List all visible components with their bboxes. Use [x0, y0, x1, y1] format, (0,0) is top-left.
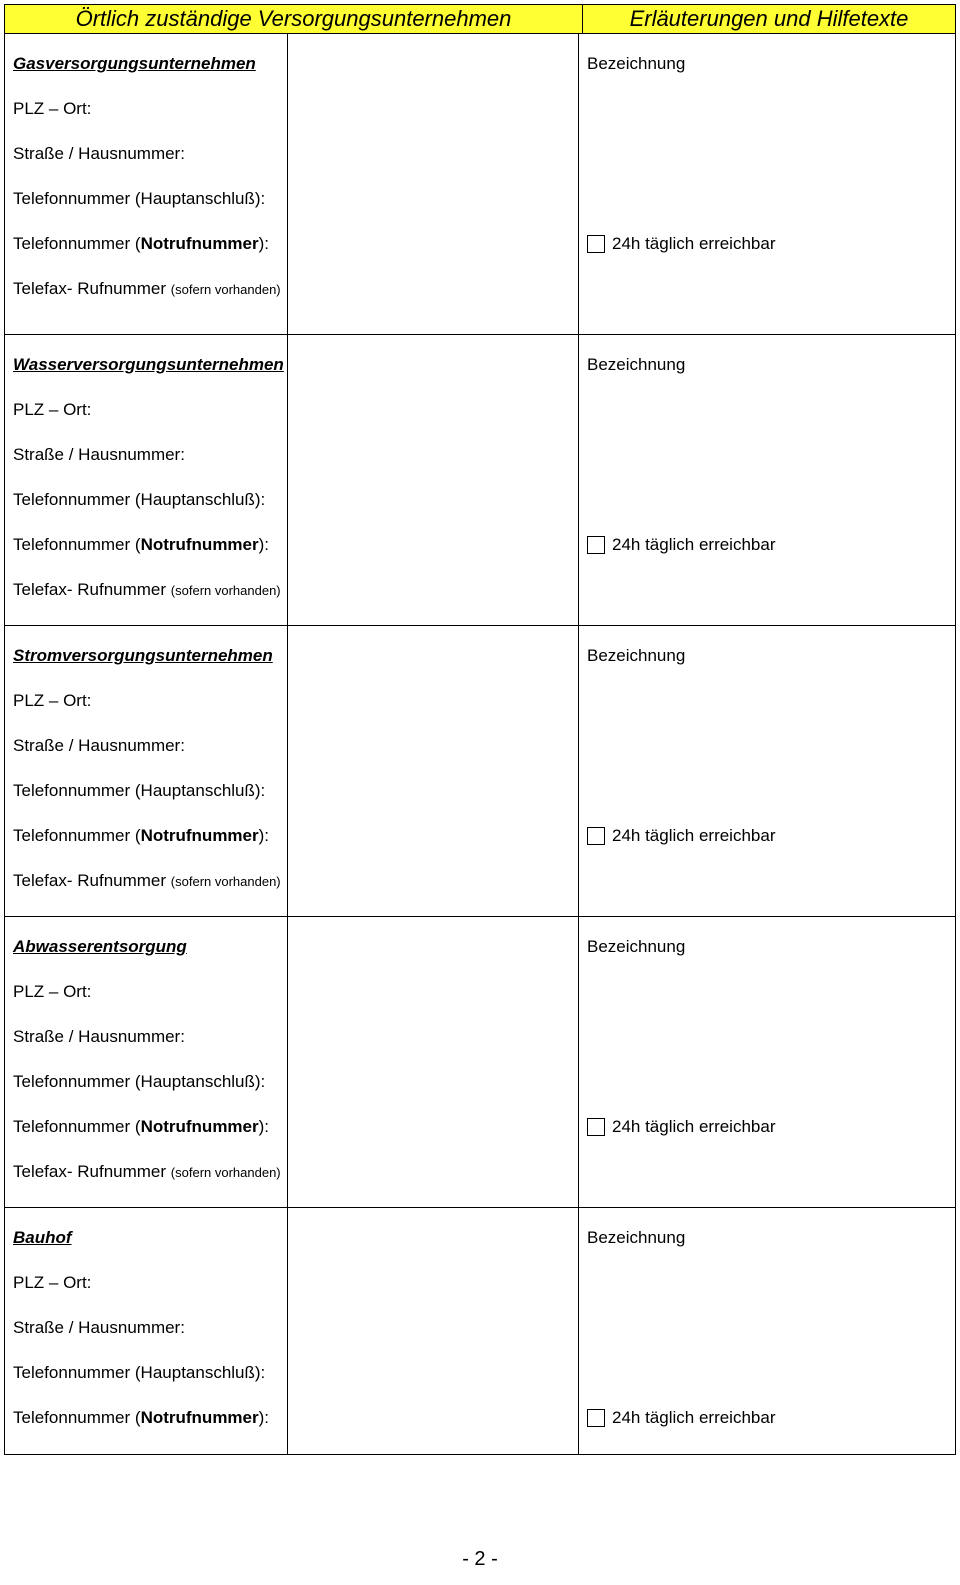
section-gas — [4, 34, 956, 335]
label-tel-haupt: Telefonnummer (Hauptanschluß): — [13, 781, 266, 800]
help-column — [579, 1208, 955, 1454]
table-header — [4, 4, 956, 34]
input-area[interactable] — [288, 917, 579, 1207]
label-strasse: Straße / Hausnummer: — [13, 144, 185, 163]
label-plz-ort: PLZ – Ort: — [13, 691, 92, 710]
input-area[interactable] — [288, 1208, 579, 1454]
label-tel-haupt: Telefonnummer (Hauptanschluß): — [13, 1363, 266, 1382]
field-labels — [5, 34, 288, 334]
label-tel-notruf: Telefonnummer (Notrufnummer): — [13, 1117, 270, 1136]
checkbox-icon[interactable] — [587, 536, 605, 554]
bezeichnung-label: Bezeichnung — [587, 355, 686, 374]
erreichbar-checkbox[interactable]: 24h täglich erreichbar — [587, 234, 775, 254]
header-providers: Örtlich zuständige Versorgungsunternehmen — [5, 5, 583, 33]
section-title: Bauhof — [13, 1228, 72, 1247]
section-abwasser — [4, 917, 956, 1208]
label-strasse: Straße / Hausnummer: — [13, 1027, 185, 1046]
section-title: Abwasserentsorgung — [13, 937, 187, 956]
label-tel-haupt: Telefonnummer (Hauptanschluß): — [13, 490, 266, 509]
section-strom — [4, 626, 956, 917]
label-strasse: Straße / Hausnummer: — [13, 445, 185, 464]
section-title: Wasserversorgungsunternehmen — [13, 355, 284, 374]
label-plz-ort: PLZ – Ort: — [13, 99, 92, 118]
field-labels — [5, 1208, 288, 1454]
section-title: Gasversorgungsunternehmen — [13, 54, 256, 73]
section-bauhof — [4, 1208, 956, 1455]
label-tel-haupt: Telefonnummer (Hauptanschluß): — [13, 189, 266, 208]
bezeichnung-label: Bezeichnung — [587, 646, 686, 665]
label-plz-ort: PLZ – Ort: — [13, 1273, 92, 1292]
field-labels — [5, 626, 288, 916]
checkbox-icon[interactable] — [587, 827, 605, 845]
bezeichnung-label: Bezeichnung — [587, 1228, 686, 1247]
erreichbar-checkbox[interactable]: 24h täglich erreichbar — [587, 535, 775, 555]
page-number: - 2 - — [462, 1548, 498, 1570]
field-labels — [5, 917, 288, 1207]
label-tel-notruf: Telefonnummer (Notrufnummer): — [13, 234, 270, 253]
label-plz-ort: PLZ – Ort: — [13, 982, 92, 1001]
header-help: Erläuterungen und Hilfetexte — [629, 6, 909, 31]
label-tel-haupt: Telefonnummer (Hauptanschluß): — [13, 1072, 266, 1091]
checkbox-icon[interactable] — [587, 1409, 605, 1427]
input-area[interactable] — [288, 34, 579, 334]
help-column — [579, 626, 955, 916]
label-tel-notruf: Telefonnummer (Notrufnummer): — [13, 1408, 270, 1427]
erreichbar-checkbox[interactable]: 24h täglich erreichbar — [587, 1117, 775, 1137]
checkbox-icon[interactable] — [587, 1118, 605, 1136]
help-column — [579, 34, 955, 334]
utility-providers-form — [4, 4, 956, 1455]
bezeichnung-label: Bezeichnung — [587, 937, 686, 956]
label-strasse: Straße / Hausnummer: — [13, 736, 185, 755]
checkbox-icon[interactable] — [587, 235, 605, 253]
label-telefax: Telefax- Rufnummer (sofern vorhanden) — [13, 1162, 281, 1181]
label-telefax: Telefax- Rufnummer (sofern vorhanden) — [13, 871, 281, 890]
label-tel-notruf: Telefonnummer (Notrufnummer): — [13, 535, 270, 554]
help-column — [579, 335, 955, 625]
label-plz-ort: PLZ – Ort: — [13, 400, 92, 419]
label-tel-notruf: Telefonnummer (Notrufnummer): — [13, 826, 270, 845]
help-column — [579, 917, 955, 1207]
label-telefax: Telefax- Rufnummer (sofern vorhanden) — [13, 580, 281, 599]
section-wasser — [4, 335, 956, 626]
bezeichnung-label: Bezeichnung — [587, 54, 686, 73]
label-telefax: Telefax- Rufnummer (sofern vorhanden) — [13, 279, 281, 298]
erreichbar-checkbox[interactable]: 24h täglich erreichbar — [587, 1408, 775, 1428]
input-area[interactable] — [288, 335, 579, 625]
field-labels — [5, 335, 288, 625]
label-strasse: Straße / Hausnummer: — [13, 1318, 185, 1337]
input-area[interactable] — [288, 626, 579, 916]
section-title: Stromversorgungsunternehmen — [13, 646, 273, 665]
erreichbar-checkbox[interactable]: 24h täglich erreichbar — [587, 826, 775, 846]
